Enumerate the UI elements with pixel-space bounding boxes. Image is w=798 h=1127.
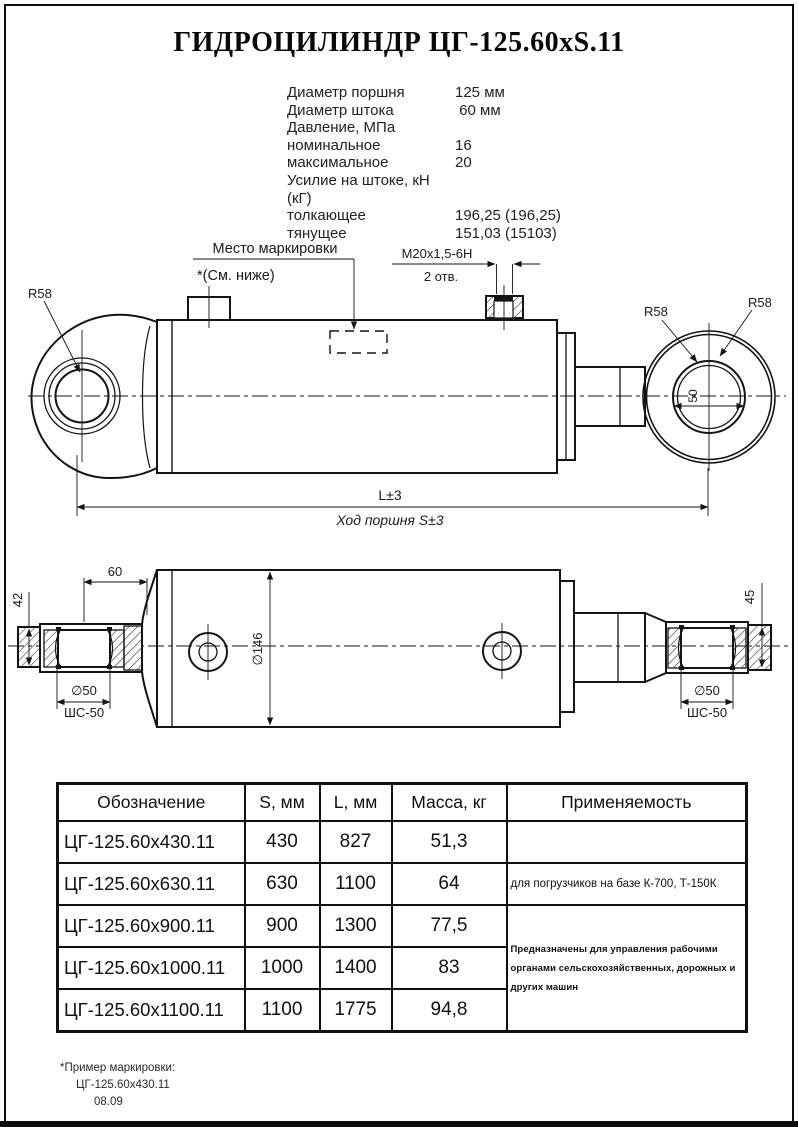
piston-rod [575,367,645,426]
footnote-line: *Пример маркировки: [60,1062,176,1074]
designation-cell: ЦГ-125.60х630.11 [58,863,245,905]
port-boss-left [188,286,230,328]
lug-width-dim [84,564,147,622]
col-header-application: Применяемость [507,784,747,822]
spec-value: 151,03 (15103) [455,224,557,242]
bottom-edge-bar [0,1121,798,1127]
spec-value: 125 мм [455,84,505,101]
designation-cell: ЦГ-125.60х1100.11 [58,989,245,1032]
length-dim-label: L±3 [378,487,402,503]
mass-cell: 51,3 [392,821,507,863]
thread-callout [392,246,540,294]
l-cell: 1100 [320,863,392,905]
designation-cell: ЦГ-125.60х1000.11 [58,947,245,989]
spec-label: Давление, МПа [287,119,396,137]
table-row [58,821,747,863]
spec-row [287,207,617,225]
spec-value: 60 мм [455,101,501,119]
spec-label: максимальное [287,154,389,172]
page-title: ГИДРОЦИЛИНДР ЦГ-125.60хS.11 [173,27,625,58]
spec-label: толкающее [287,207,366,225]
mass-cell: 64 [392,863,507,905]
col-header-designation: Обозначение [58,784,245,822]
s-cell: 1100 [245,989,320,1032]
holes-count-label: 2 отв. [423,269,459,284]
pin-width-left-label: 42 [10,592,25,608]
col-header-s: S, мм [245,784,320,822]
spec-label: Усилие на штоке, кН (кГ) [287,171,430,207]
body-dia-dim [250,572,270,725]
bore-left-dim [57,669,110,720]
body-dia-label: ∅146 [250,632,265,666]
spec-block [287,84,617,242]
mass-cell: 94,8 [392,989,507,1032]
col-header-mass: Масса, кг [392,784,507,822]
spec-row [287,172,617,207]
sphere-left-label: ШС-50 [63,705,105,720]
spec-label: тянущее [287,224,347,242]
bore-right-dim [681,670,733,720]
bore-right-label: ∅50 [694,683,720,698]
r58-right-label: R58 [748,295,772,310]
footnote-line: 08.09 [94,1096,123,1108]
spec-row [287,84,617,102]
bore-left-label: ∅50 [71,683,97,698]
cylinder-section-view-drawing [0,550,798,745]
spec-row [287,102,617,120]
rod-gland [557,333,575,460]
footnote-line: ЦГ-125.60х430.11 [76,1079,170,1091]
r58-mid-label: R58 [644,304,668,319]
sphere-right-label: ШС-50 [686,705,728,720]
mass-cell: 77,5 [392,905,507,947]
spec-row [287,119,617,137]
thread-label: М20х1,5-6Н [401,246,473,261]
spec-label: Диаметр штока [287,101,394,119]
port-boss-threaded [486,285,523,330]
col-header-l: L, мм [320,784,392,822]
marking-place-label: Место маркировки [212,241,338,257]
designation-cell: ЦГ-125.60х900.11 [58,905,245,947]
mass-cell: 83 [392,947,507,989]
spec-value: 20 [455,154,472,172]
eye-bore-dim: 50 [686,389,700,403]
cylinder-side-view-drawing [0,235,798,545]
spec-row [287,137,617,155]
table-row [58,905,747,947]
base-lug-section [18,624,142,672]
rod-eye [643,323,775,471]
spec-value: 196,25 (196,25) [455,207,561,225]
marking-example-footnote [60,1060,175,1111]
spec-row [287,154,617,172]
designation-cell: ЦГ-125.60х430.11 [58,821,245,863]
table-header-row [58,784,747,822]
cylinder-body [157,320,557,473]
pin-width-right-label: 45 [742,589,757,605]
application-cell: для погрузчиков на базе К-700, Т-150К [507,863,747,905]
l-cell: 1775 [320,989,392,1032]
cylinder-body-section [142,570,560,727]
s-cell: 1000 [245,947,320,989]
s-cell: 900 [245,905,320,947]
l-cell: 1300 [320,905,392,947]
application-note-cell: Предназначены для управления рабочими органами сельскохозяйственных, дорожных и других машин [507,905,747,1032]
s-cell: 430 [245,821,320,863]
size-table [56,782,748,1033]
lug-width-label: 60 [107,564,123,579]
r58-left-label: R58 [28,286,52,301]
spec-label: Диаметр поршня [287,84,405,101]
s-cell: 630 [245,863,320,905]
rod-section [560,581,666,712]
table-row [58,863,747,905]
stroke-dim-label: Ход поршня S±3 [336,512,444,528]
see-below-label: *(См. ниже) [197,268,275,284]
application-cell [507,821,747,863]
l-cell: 1400 [320,947,392,989]
rod-lug-section [666,622,771,673]
l-cell: 827 [320,821,392,863]
spec-label: номинальное [287,136,381,154]
spec-value: 16 [455,136,472,154]
